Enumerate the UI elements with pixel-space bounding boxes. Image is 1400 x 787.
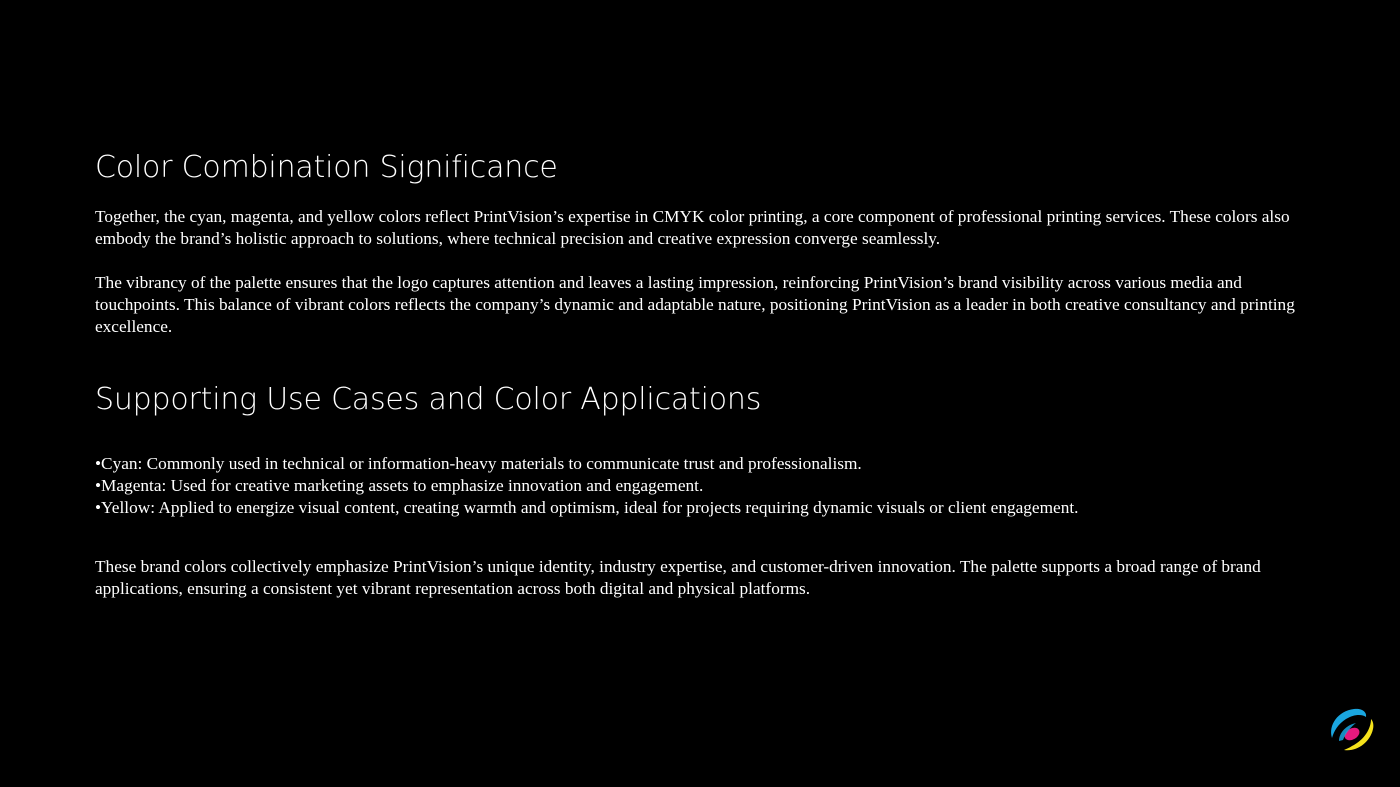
paragraph-closing: These brand colors collectively emphasize PrintVision’s unique identity, industry expertise, and customer-driven innovation. The palette supports a broad range of brand applications, ensuring a consistent yet vibrant representation across both digital and physical platforms. <box>95 557 1261 598</box>
color-use-case-list <box>95 453 1310 519</box>
paragraph-palette-vibrancy: The vibrancy of the palette ensures that the logo captures attention and leaves a lasting impression, reinforcing PrintVision’s brand visibility across various media and touchpoints. This balance of vibrant colors reflects the company’s dynamic and adaptable nature, positioning PrintVision as a leader in both creative consultancy and printing excellence. <box>95 273 1295 336</box>
paragraph-cmyk-expertise: Together, the cyan, magenta, and yellow colors reflect PrintVision’s expertise in CMYK color printing, a core component of professional printing services. These colors also embody the brand’s holistic approach to solutions, where technical precision and creative expression converge seamlessly. <box>95 207 1290 248</box>
printvision-logo-icon <box>1326 705 1376 755</box>
section-heading-use-cases: Supporting Use Cases and Color Applications <box>95 382 762 417</box>
list-item-magenta: •Magenta: Used for creative marketing assets to emphasize innovation and engagement. <box>95 476 704 495</box>
list-item-yellow: •Yellow: Applied to energize visual content, creating warmth and optimism, ideal for projects requiring dynamic visuals or client engagement. <box>95 498 1079 517</box>
section-heading-color-combination: Color Combination Significance <box>95 150 558 185</box>
list-item-cyan: •Cyan: Commonly used in technical or information-heavy materials to communicate trust and professionalism. <box>95 454 862 473</box>
logo-mark <box>1326 705 1376 755</box>
